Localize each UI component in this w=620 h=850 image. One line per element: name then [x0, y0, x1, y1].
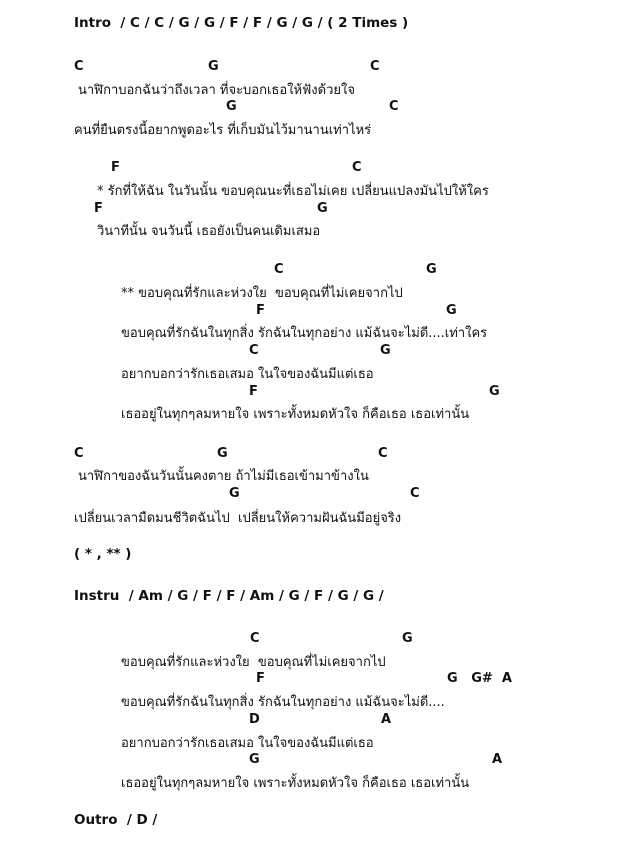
chord: G G# A [447, 671, 512, 686]
lyric-line: ** ขอบคุณที่รักและห่วงใย ขอบคุณที่ไม่เคยจากไป [121, 286, 403, 301]
lyric-line: นาฬิกาของฉันวันนั้นคงตาย ถ้าไม่มีเธอเข้ามาข้างใน [78, 469, 369, 484]
chord: G [317, 201, 328, 216]
lyric-line: ขอบคุณที่รักฉันในทุกสิ่ง รักฉันในทุกอย่าง แม้ฉันจะไม่ดี....เท่าใคร [121, 326, 488, 341]
chord: G [226, 99, 237, 114]
intro-line: Intro / C / C / G / G / F / F / G / G / ( 2 Times ) [74, 15, 409, 31]
chord: D [249, 712, 260, 727]
chord: C [249, 343, 259, 358]
lyric-line: อยากบอกว่ารักเธอเสมอ ในใจของฉันมีแต่เธอ [121, 736, 374, 751]
instru-line: Instru / Am / G / F / F / Am / G / F / G / G / [74, 588, 384, 604]
lyric-line: อยากบอกว่ารักเธอเสมอ ในใจของฉันมีแต่เธอ [121, 367, 374, 382]
chord: G [402, 631, 413, 646]
chord: C [74, 446, 84, 461]
lyric-line: คนที่ยืนตรงนี้อยากพูดอะไร ที่เก็บมันไว้มานานเท่าไหร่ [74, 123, 372, 138]
chord: G [489, 384, 500, 399]
chord: G [208, 59, 219, 74]
chord: G [426, 262, 437, 277]
chord: C [410, 486, 420, 501]
chord: C [250, 631, 260, 646]
chord: F [111, 160, 120, 175]
chord: G [217, 446, 228, 461]
chord: C [378, 446, 388, 461]
lyric-line: นาฬิกาบอกฉันว่าถึงเวลา ที่จะบอกเธอให้ฟังด้วยใจ [78, 83, 355, 98]
repeat-marker: ( * , ** ) [74, 546, 132, 562]
chord: C [370, 59, 380, 74]
lyric-line: ขอบคุณที่รักฉันในทุกสิ่ง รักฉันในทุกอย่าง แม้ฉันจะไม่ดี.... [121, 695, 445, 710]
chord: C [389, 99, 399, 114]
chord: A [492, 752, 503, 767]
chord: C [352, 160, 362, 175]
chord: G [380, 343, 391, 358]
lyric-line: * รักที่ให้ฉัน ในวันนั้น ขอบคุณนะที่เธอไม่เคย เปลี่ยนแปลงมันไปให้ใคร [97, 184, 489, 199]
lyric-line: ขอบคุณที่รักและห่วงใย ขอบคุณที่ไม่เคยจากไป [121, 655, 386, 670]
lyric-line: เปลี่ยนเวลามืดมนชีวิตฉันไป เปลี่ยนให้ความฝันฉันมีอยู่จริง [74, 511, 402, 526]
chord: A [381, 712, 392, 727]
lyric-line: เธออยู่ในทุกๆลมหายใจ เพราะทั้งหมดหัวใจ ก็คือเธอ เธอเท่านั้น [121, 407, 470, 422]
chord: G [229, 486, 240, 501]
outro-line: Outro / D / [74, 812, 158, 828]
chord: C [74, 59, 84, 74]
chord: C [274, 262, 284, 277]
lyric-line: เธออยู่ในทุกๆลมหายใจ เพราะทั้งหมดหัวใจ ก็คือเธอ เธอเท่านั้น [121, 776, 470, 791]
chord: G [249, 752, 260, 767]
lyric-line: วินาทีนั้น จนวันนี้ เธอยังเป็นคนเดิมเสมอ [97, 224, 321, 239]
chord: F [256, 671, 265, 686]
chord: G [446, 303, 457, 318]
chord: F [94, 201, 103, 216]
chord: F [256, 303, 265, 318]
chord: F [249, 384, 258, 399]
